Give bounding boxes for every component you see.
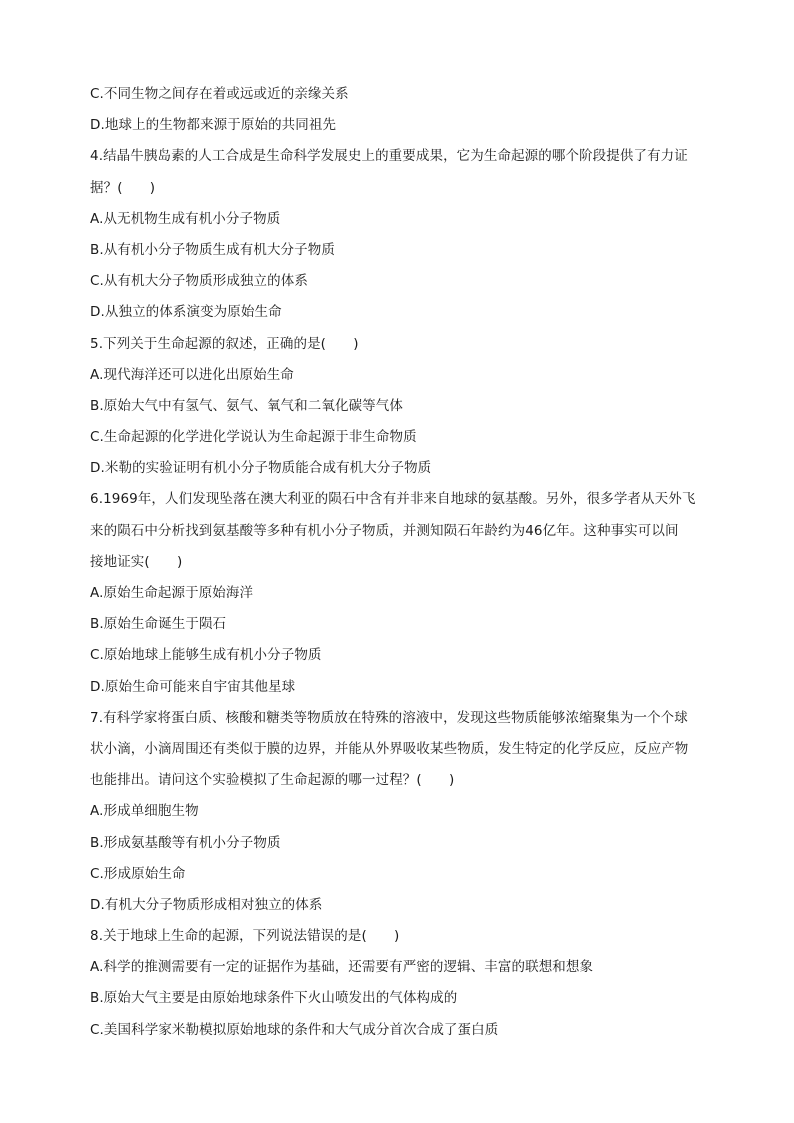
option-line: B.从有机小分子物质生成有机大分子物质 (90, 241, 335, 258)
question-stem-line: 也能排出。请问这个实验模拟了生命起源的哪一过程？( ) (90, 772, 455, 789)
option-line: B.原始大气主要是由原始地球条件下火山喷发出的气体构成的 (90, 990, 458, 1007)
question-stem-line: 状小滴，小滴周围还有类似于膜的边界，并能从外界吸收某些物质，发生特定的化学反应，反应产物 (90, 740, 689, 757)
question-stem-line: 7.有科学家将蛋白质、核酸和糖类等物质放在特殊的溶液中，发现这些物质能够浓缩聚集为一个个球 (90, 709, 688, 726)
option-line: D.地球上的生物都来源于原始的共同祖先 (90, 117, 337, 134)
option-line: C.不同生物之间存在着或远或近的亲缘关系 (90, 86, 349, 102)
question-stem-line: 4.结晶牛胰岛素的人工合成是生命科学发展史上的重要成果，它为生命起源的哪个阶段提供了有力证 (90, 148, 688, 165)
option-line: D.有机大分子物质形成相对独立的体系 (90, 896, 323, 913)
option-line: A.形成单细胞生物 (90, 803, 199, 820)
option-line: A.从无机物生成有机小分子物质 (90, 210, 281, 227)
question-stem-line: 据？( ) (90, 179, 156, 196)
option-line: D.米勒的实验证明有机小分子物质能合成有机大分子物质 (90, 460, 432, 477)
question-stem-line: 来的陨石中分析找到氨基酸等多种有机小分子物质，并测知陨石年龄约为46亿年。这种事实可以间 (90, 522, 679, 539)
question-stem-line: 接地证实( ) (90, 553, 183, 570)
option-line: A.科学的推测需要有一定的证据作为基础，还需要有严密的逻辑、丰富的联想和想象 (90, 959, 594, 976)
question-stem-line: 6.1969年，人们发现坠落在澳大利亚的陨石中含有并非来自地球的氨基酸。另外，很多学者从天外飞 (90, 491, 696, 508)
option-line: D.原始生命可能来自宇宙其他星球 (90, 678, 296, 695)
option-line: C.生命起源的化学进化学说认为生命起源于非生命物质 (90, 429, 417, 446)
option-line: D.从独立的体系演变为原始生命 (90, 304, 282, 321)
option-line: C.形成原始生命 (90, 865, 186, 882)
option-line: C.从有机大分子物质形成独立的体系 (90, 273, 308, 290)
option-line: B.形成氨基酸等有机小分子物质 (90, 834, 281, 851)
option-line: B.原始生命诞生于陨石 (90, 616, 227, 633)
question-stem-line: 5.下列关于生命起源的叙述，正确的是( ) (90, 335, 359, 352)
option-line: C.原始地球上能够生成有机小分子物质 (90, 647, 322, 664)
option-line: A.原始生命起源于原始海洋 (90, 585, 254, 601)
option-line: A.现代海洋还可以进化出原始生命 (90, 366, 294, 383)
option-line: C.美国科学家米勒模拟原始地球的条件和大气成分首次合成了蛋白质 (90, 1021, 499, 1038)
question-text (90, 79, 708, 1046)
option-line: B.原始大气中有氢气、氨气、氧气和二氧化碳等气体 (90, 397, 403, 414)
question-stem-line: 8.关于地球上生命的起源，下列说法错误的是( ) (90, 928, 400, 945)
